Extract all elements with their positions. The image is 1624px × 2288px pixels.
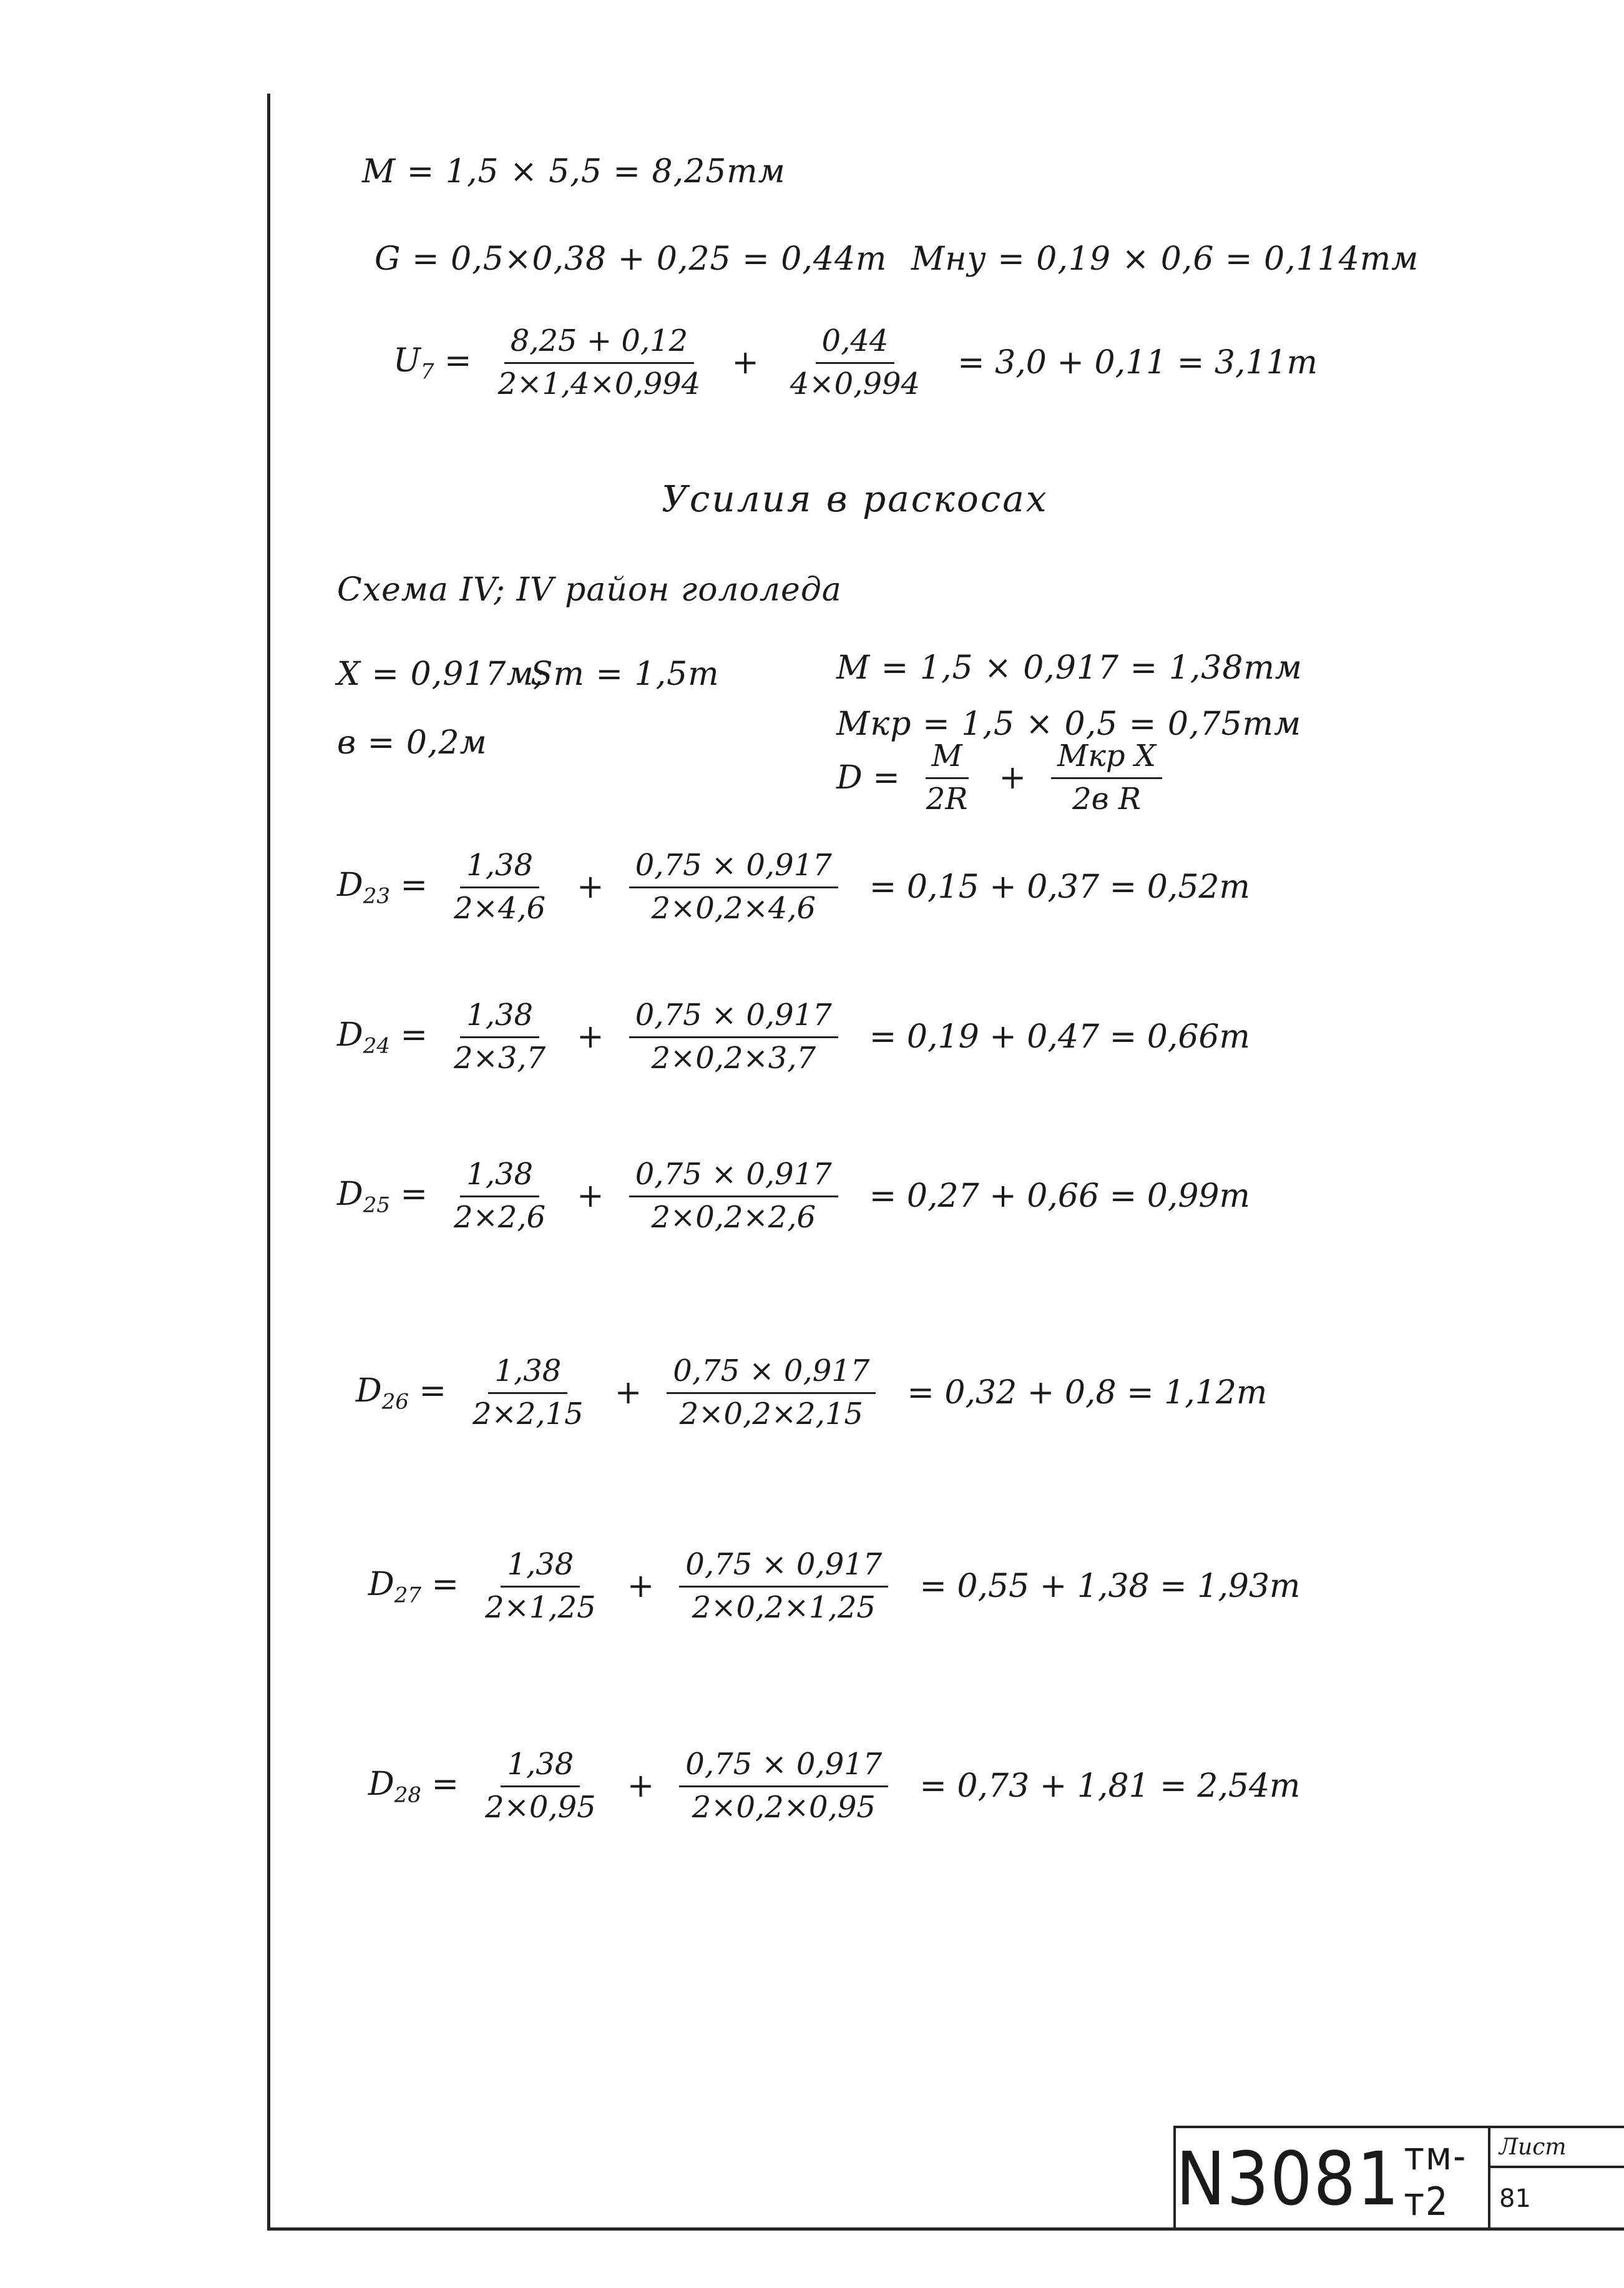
param-x: X = 0,917м; <box>337 655 546 693</box>
param-b: в = 0,2м <box>337 724 487 762</box>
drawing-code: N3081 тм-т2 <box>1176 2128 1490 2229</box>
equation-d27: $D_{27}$ = $\frac{1,38}{2\times 1,25}$ + $\frac{0,75 \times 0,917}{2\times 0,2\times 1,25}$ = 0,55 + 1,38 = 1,93т <box>368 1547 1301 1625</box>
section-heading: Усилия в раскосах <box>662 478 1049 520</box>
sheet-label: Лист <box>1490 2128 1624 2168</box>
weight-line: G = 0,5×0,38 + 0,25 = 0,44т <box>374 240 888 278</box>
equation-d28: $D_{28}$ = $\frac{1,38}{2\times 0,95}$ + $\frac{0,75 \times 0,917}{2\times 0,2\times 0,95}$ = 0,73 + 1,81 = 2,54т <box>368 1747 1301 1825</box>
equation-d24: $D_{24}$ = $\frac{1,38}{2\times 3,7}$ + $\frac{0,75 \times 0,917}{2\times 0,2\times 3,7}$ = 0,19 + 0,47 = 0,66т <box>337 998 1250 1076</box>
frame-left-border <box>267 94 270 2229</box>
u7-equation: $U_7$ = $\frac{8,25 + 0,12}{2\times 1,4\times 0,994}$ + $\frac{0,44}{4\times 0,994}$ = 3,0 + 0,11 = 3,11т <box>393 323 1318 401</box>
sheet-number: 81 <box>1499 2184 1531 2213</box>
equation-d23: $D_{23}$ = $\frac{1,38}{2\times 4,6}$ + $\frac{0,75 \times 0,917}{2\times 0,2\times 4,6}$ = 0,15 + 0,37 = 0,52т <box>337 848 1250 926</box>
u7-fraction-1: $\frac{8,25 + 0,12}{2\times 1,4\times 0,994}$ <box>497 323 701 401</box>
formula-fraction-2: $\frac{\text{Mкр X}}{\text{2в R}}$ <box>1051 740 1162 817</box>
param-st: Sт = 1,5т <box>531 655 720 693</box>
equation-d25: $D_{25}$ = $\frac{1,38}{2\times 2,6}$ + $\frac{0,75 \times 0,917}{2\times 0,2\times 2,6}$ = 0,27 + 0,66 = 0,99т <box>337 1157 1250 1235</box>
sheet-cell <box>1490 2128 1624 2229</box>
param-m: M = 1,5 × 0,917 = 1,38тм <box>836 649 1303 687</box>
moment-node-line: Mну = 0,19 × 0,6 = 0,114тм <box>911 240 1419 278</box>
moment-line: M = 1,5 × 5,5 = 8,25тм <box>362 153 786 190</box>
equation-d26: $D_{26}$ = $\frac{1,38}{2\times 2,15}$ + $\frac{0,75 \times 0,917}{2\times 0,2\times 2,15}$ = 0,32 + 0,8 = 1,12т <box>356 1353 1268 1431</box>
general-formula: D = $\frac{M}{2R}$ + $\frac{\text{Mкр X}}{\text{2в R}}$ <box>836 740 1168 817</box>
formula-fraction-1: $\frac{M}{2R}$ <box>926 739 968 817</box>
u7-fraction-2: $\frac{0,44}{4\times 0,994}$ <box>790 323 921 401</box>
u7-lhs: $U_7$ = <box>393 341 472 384</box>
u7-result: = 3,0 + 0,11 = 3,11т <box>957 344 1318 382</box>
scheme-line: Схема IV; IV район гололеда <box>337 571 842 609</box>
param-mkr: Mкр = 1,5 × 0,5 = 0,75тм <box>836 705 1302 743</box>
title-block-stamp <box>1173 2126 1624 2229</box>
